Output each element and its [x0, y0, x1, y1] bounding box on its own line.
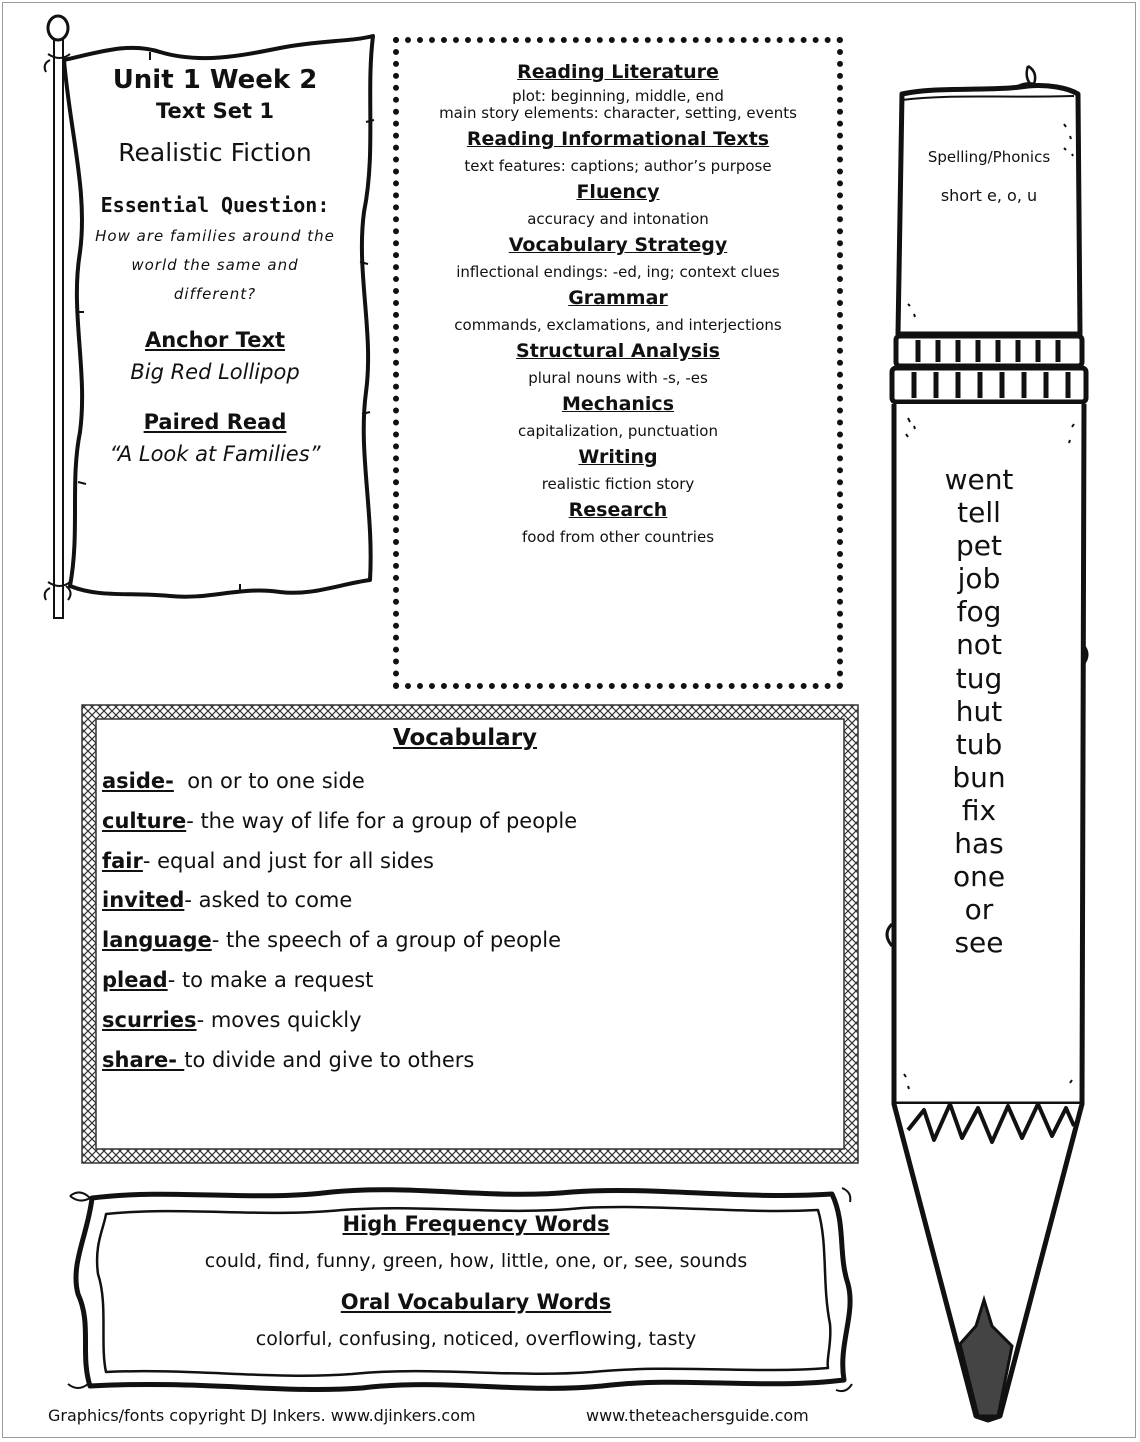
skill-heading: Writing	[578, 446, 658, 468]
vocabulary-item	[102, 802, 838, 842]
vocabulary-definition: - the way of life for a group of people	[186, 808, 578, 833]
text-set-label: Text Set 1	[155, 99, 274, 123]
vocabulary-word: share-	[102, 1047, 185, 1072]
skill-vocabulary-strategy	[399, 233, 837, 281]
vocabulary-item	[102, 961, 838, 1001]
vocabulary-word: scurries	[102, 1007, 197, 1032]
vocabulary-item	[102, 921, 838, 961]
skill-heading: Vocabulary Strategy	[508, 234, 728, 256]
skill-detail: plot: beginning, middle, end main story elements: character, setting, events	[439, 87, 797, 122]
skill-writing	[399, 445, 837, 493]
spelling-word-list	[918, 463, 1040, 959]
spelling-word: or	[964, 893, 994, 927]
skill-heading: Reading Literature	[517, 61, 719, 83]
high-frequency-words: could, find, funny, green, how, little, one, or, see, sounds	[204, 1250, 748, 1272]
skill-heading: Structural Analysis	[516, 340, 720, 362]
vocabulary-item	[102, 1001, 838, 1041]
skill-fluency	[399, 180, 837, 228]
vocabulary-item	[102, 842, 838, 882]
vocabulary-word: culture	[102, 808, 187, 833]
skill-reading-informational	[399, 127, 837, 175]
skills-box	[393, 37, 843, 689]
essential-question-label: Essential Question:	[100, 193, 330, 217]
genre-label: Realistic Fiction	[118, 138, 312, 167]
spelling-word: one	[952, 860, 1006, 894]
vocabulary-list	[102, 762, 838, 1080]
vocabulary-box	[102, 722, 838, 1080]
spelling-word: tell	[957, 496, 1001, 530]
spelling-word: fog	[956, 595, 1002, 629]
spelling-word: went	[944, 463, 1014, 496]
skill-mechanics	[399, 392, 837, 440]
skill-heading: Reading Informational Texts	[466, 128, 770, 150]
vocabulary-definition: on or to one side	[173, 769, 365, 793]
skill-detail: inflectional endings: -ed, ing; context clues	[456, 263, 780, 281]
vocabulary-word: language	[102, 928, 212, 953]
vocabulary-word: fair	[102, 848, 143, 873]
spelling-word: job	[957, 562, 1001, 596]
oral-vocabulary-title: Oral Vocabulary Words	[340, 1290, 612, 1314]
vocabulary-title: Vocabulary	[392, 725, 538, 751]
skill-detail: text features: captions; author’s purpose	[464, 157, 772, 175]
high-frequency-title: High Frequency Words	[342, 1212, 610, 1236]
spelling-word: tug	[955, 661, 1003, 695]
spelling-word: bun	[952, 760, 1006, 794]
skill-heading: Mechanics	[561, 393, 674, 415]
footer-copyright: Graphics/fonts copyright DJ Inkers. www.djinkers.com	[48, 1406, 476, 1425]
vocabulary-definition: - equal and just for all sides	[142, 848, 434, 873]
skill-grammar	[399, 286, 837, 334]
skill-detail: food from other countries	[521, 528, 715, 546]
spelling-word: not	[956, 628, 1002, 662]
skill-detail: commands, exclamations, and interjections	[454, 316, 782, 334]
oral-vocabulary-words: colorful, confusing, noticed, overflowing, tasty	[255, 1328, 697, 1350]
vocabulary-definition: - the speech of a group of people	[211, 928, 562, 953]
paired-read-title: “A Look at Families”	[109, 442, 321, 466]
skill-heading: Fluency	[576, 181, 660, 203]
skill-heading: Research	[568, 499, 668, 521]
vocabulary-definition: - asked to come	[184, 888, 353, 913]
vocabulary-item	[102, 762, 838, 802]
frequency-box	[100, 1210, 852, 1352]
spelling-word: tub	[955, 727, 1003, 761]
spelling-word: has	[954, 827, 1004, 861]
vocabulary-definition: - to make a request	[167, 967, 374, 992]
vocabulary-item	[102, 881, 838, 921]
unit-week-title: Unit 1 Week 2	[112, 65, 318, 95]
skill-detail: accuracy and intonation	[527, 210, 709, 228]
skill-detail: plural nouns with -s, -es	[528, 369, 708, 387]
vocabulary-word: aside-	[102, 769, 174, 793]
anchor-text-title: Big Red Lollipop	[130, 360, 300, 384]
skill-structural-analysis	[399, 339, 837, 387]
flag-banner	[84, 64, 346, 469]
vocabulary-word: plead	[102, 967, 168, 992]
spelling-word: hut	[955, 694, 1003, 728]
spelling-pattern: short e, o, u	[940, 186, 1038, 205]
skill-detail: capitalization, punctuation	[518, 422, 718, 440]
skill-research	[399, 498, 837, 546]
paired-read-label: Paired Read	[143, 410, 287, 434]
skill-detail: realistic fiction story	[541, 475, 695, 493]
essential-question-text: How are families around the world the same and different?	[95, 227, 335, 303]
vocabulary-item	[102, 1041, 838, 1081]
vocabulary-definition: to divide and give to others	[184, 1047, 475, 1072]
anchor-text-label: Anchor Text	[144, 328, 286, 352]
vocabulary-word: invited	[102, 888, 185, 913]
footer-website: www.theteachersguide.com	[586, 1406, 809, 1425]
spelling-word: see	[954, 926, 1004, 960]
spelling-title: Spelling/Phonics	[927, 148, 1051, 166]
spelling-word: pet	[956, 529, 1002, 563]
skill-reading-literature	[399, 60, 837, 122]
vocabulary-definition: - moves quickly	[196, 1007, 362, 1032]
spelling-word: fix	[961, 793, 997, 827]
skill-heading: Grammar	[568, 287, 668, 309]
